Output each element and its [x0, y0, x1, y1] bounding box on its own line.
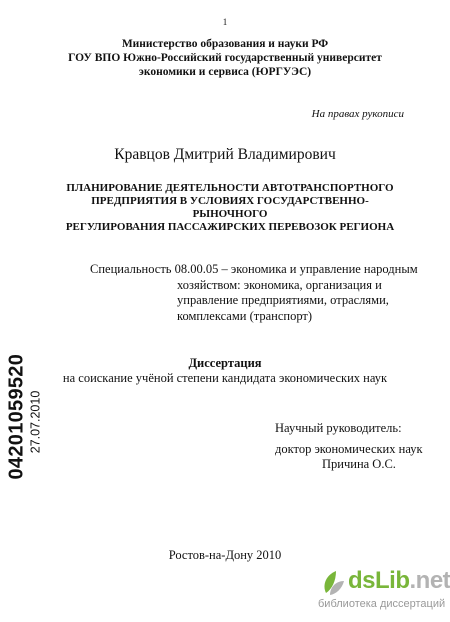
- dissertation-title: [60, 182, 400, 234]
- ministry-line: Министерство образования и науки РФ: [121, 38, 329, 50]
- author-name: Кравцов Дмитрий Владимирович: [114, 146, 336, 163]
- specialty-line: управление предприятиями, отраслями,: [177, 293, 389, 307]
- logo-mark-green: dsLib: [348, 567, 410, 594]
- specialty-line: Специальность 08.00.05 – экономика и управление народным: [90, 262, 418, 276]
- leaf-icon: [320, 567, 346, 597]
- ministry-header: [0, 37, 450, 79]
- logo-caption: библиотека диссертаций: [318, 598, 446, 610]
- stamp-number: 04201059520: [5, 353, 28, 480]
- ministry-line: ГОУ ВПО Южно-Российский государственный университет: [68, 52, 382, 64]
- registration-stamp: [5, 353, 50, 480]
- stamp-date: 27.07.2010: [28, 390, 43, 454]
- title-line: ПЛАНИРОВАНИЕ ДЕЯТЕЛЬНОСТИ АВТОТРАНСПОРТНОГО: [66, 182, 394, 194]
- degree-line: на соискание учёной степени кандидата экономических наук: [62, 371, 388, 385]
- dslib-logo[interactable]: [318, 567, 448, 619]
- title-line: РЕГУЛИРОВАНИЯ ПАССАЖИРСКИХ ПЕРЕВОЗОК РЕГИОНА: [65, 221, 395, 233]
- specialty-line: комплексами (транспорт): [177, 308, 313, 323]
- title-line: ПРЕДПРИЯТИЯ В УСЛОВИЯХ ГОСУДАРСТВЕННО-РЫНОЧНОГО: [91, 195, 369, 220]
- work-type: Диссертация: [188, 356, 262, 370]
- logo-wordmark: [348, 567, 450, 595]
- city-year: Ростов-на-Дону 2010: [168, 548, 282, 562]
- specialty-block: [90, 262, 420, 324]
- logo-mark-gray: .net: [409, 567, 450, 594]
- supervisor-label: Научный руководитель:: [275, 421, 402, 435]
- rights-note: На правах рукописи: [311, 108, 404, 120]
- supervisor-name: Причина О.С.: [322, 457, 396, 471]
- specialty-line: хозяйством: экономика, организация и: [177, 277, 382, 292]
- ministry-line: экономики и сервиса (ЮРГУЭС): [138, 66, 312, 78]
- supervisor-rank: доктор экономических наук: [275, 442, 423, 456]
- page-number: 1: [222, 17, 228, 27]
